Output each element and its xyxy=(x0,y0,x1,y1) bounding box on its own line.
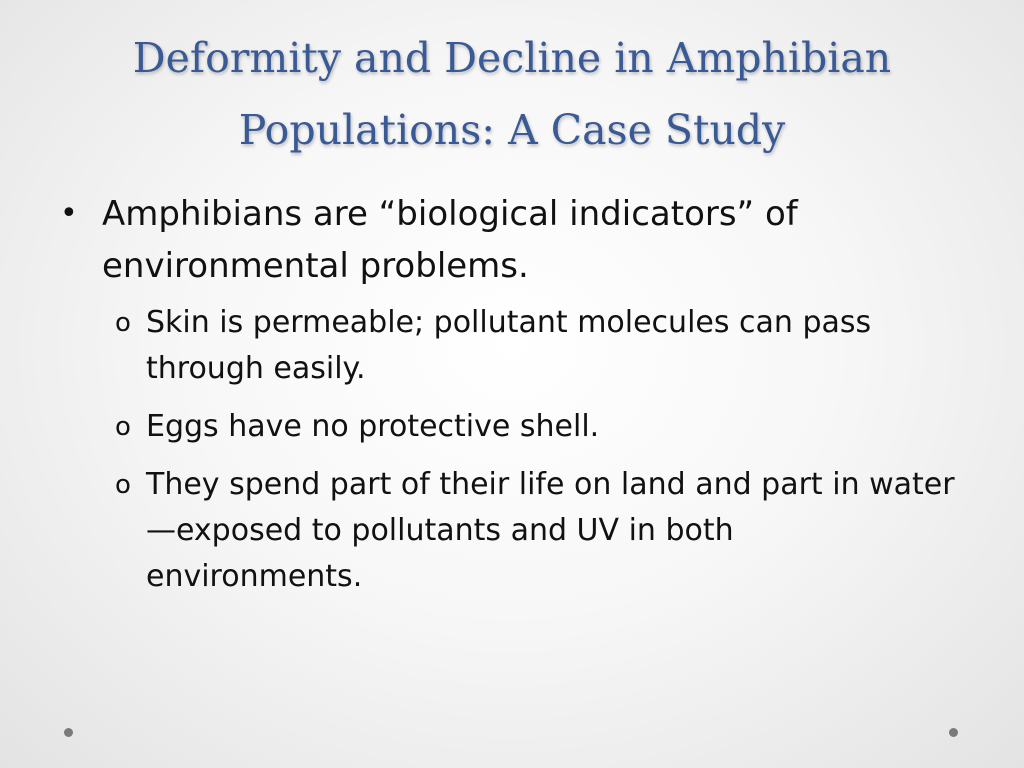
title-line-1: Deformity and Decline in Amphibian xyxy=(132,34,892,82)
sub-bullet-text: Eggs have no protective shell. xyxy=(146,409,600,444)
sub-bullet-circle-icon: o xyxy=(115,308,131,338)
sub-bullet-text: Skin is permeable; pollutant molecules can pass through easily. xyxy=(146,305,872,386)
sub-bullet-item xyxy=(115,462,956,600)
corner-dot-left-icon xyxy=(64,728,73,737)
bullet-item xyxy=(60,188,970,292)
bullet-text: Amphibians are “biological indicators” of environmental problems. xyxy=(102,194,798,286)
sub-bullet-item xyxy=(115,300,956,392)
bullet-dot-icon: • xyxy=(60,196,78,231)
title-line-2: Populations: A Case Study xyxy=(238,106,786,154)
sub-bullet-circle-icon: o xyxy=(115,470,131,500)
sub-bullet-list xyxy=(115,300,970,600)
sub-bullet-text: They spend part of their life on land and part in water—exposed to pollutants and UV in both environments. xyxy=(146,467,955,594)
sub-bullet-circle-icon: o xyxy=(115,412,131,442)
slide-title xyxy=(40,22,984,166)
slide-content xyxy=(60,188,970,612)
sub-bullet-item xyxy=(115,404,956,450)
corner-dot-right-icon xyxy=(949,728,958,737)
